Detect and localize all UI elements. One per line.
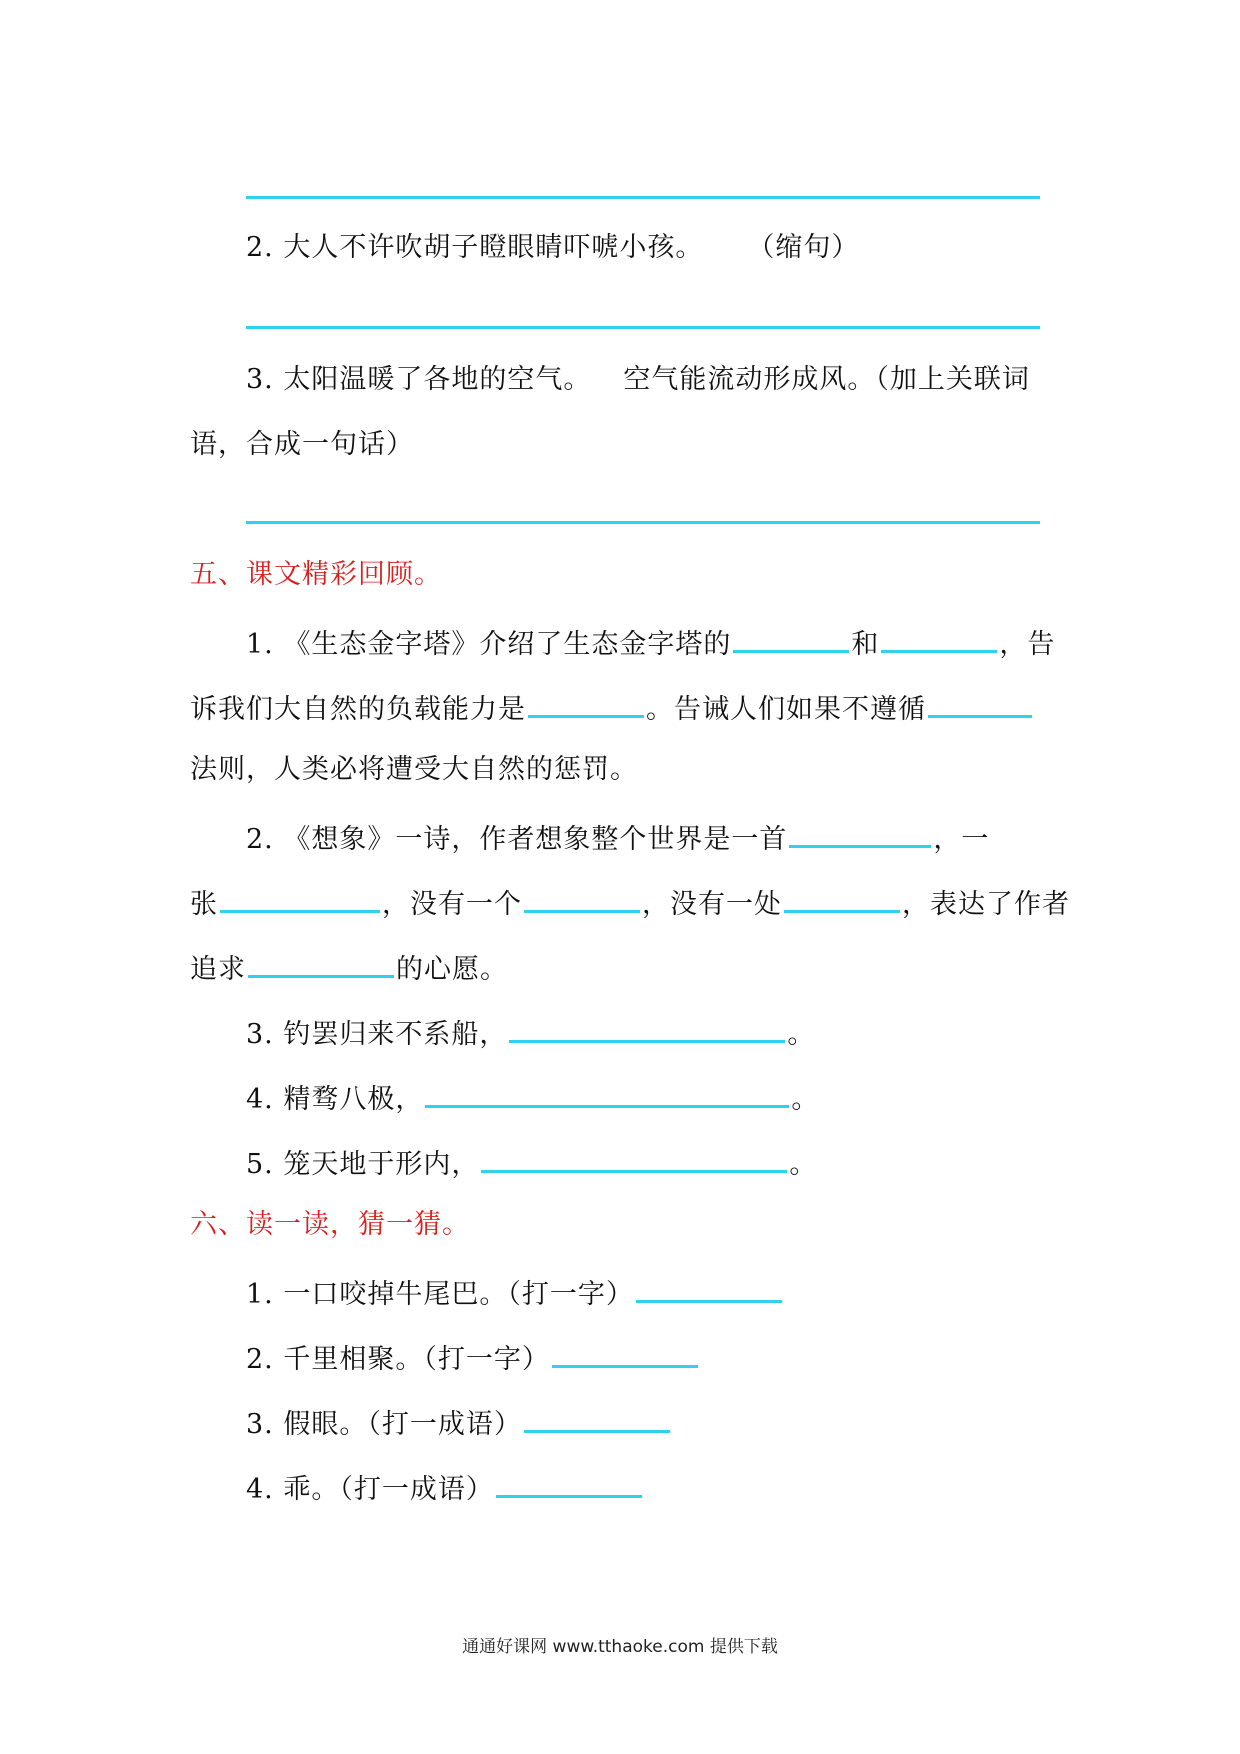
question-text: ，告 bbox=[999, 629, 1056, 660]
fill-blank[interactable] bbox=[784, 882, 900, 913]
question-text: 2. 《想象》一诗，作者想象整个世界是一首 bbox=[246, 824, 788, 855]
answer-line[interactable] bbox=[246, 326, 1040, 329]
fill-blank[interactable] bbox=[881, 622, 997, 653]
fill-blank[interactable] bbox=[248, 947, 394, 978]
question-text: 5. 笼天地于形内， bbox=[246, 1149, 480, 1180]
page-footer: 通通好课网 www.tthaoke.com 提供下载 bbox=[462, 1637, 778, 1657]
question-text: 的心愿。 bbox=[396, 954, 508, 985]
fill-blank[interactable] bbox=[524, 1402, 670, 1433]
answer-line[interactable] bbox=[246, 196, 1040, 199]
question-text-continued: 法则，人类必将遭受大自然的惩罚。 bbox=[190, 754, 638, 785]
section-heading: 六、读一读，猜一猜。 bbox=[190, 1209, 470, 1240]
fill-blank[interactable] bbox=[509, 1012, 785, 1043]
question-text: 2. 大人不许吹胡子瞪眼睛吓唬小孩。 bbox=[246, 232, 704, 263]
fill-blank[interactable] bbox=[496, 1467, 642, 1498]
question-text: 空气能流动形成风。（加上关联词 bbox=[623, 364, 1030, 395]
question-text: 和 bbox=[851, 629, 880, 660]
fill-blank[interactable] bbox=[524, 882, 640, 913]
question-text-continued: 语，合成一句话） bbox=[190, 429, 414, 460]
fill-blank[interactable] bbox=[528, 687, 644, 718]
question-text: 。 bbox=[789, 1149, 818, 1180]
question-item bbox=[246, 817, 989, 858]
question-text: 。 bbox=[791, 1084, 820, 1115]
instruction-hint: （缩句） bbox=[747, 232, 860, 263]
question-item bbox=[246, 1077, 819, 1118]
riddle-item bbox=[246, 1272, 784, 1313]
fill-blank[interactable] bbox=[481, 1142, 787, 1173]
question-item bbox=[246, 362, 1030, 398]
fill-blank[interactable] bbox=[425, 1077, 789, 1108]
fill-blank[interactable] bbox=[552, 1337, 698, 1368]
riddle-item bbox=[246, 1337, 700, 1378]
question-text: 追求 bbox=[190, 954, 246, 985]
question-text: ，表达了作者 bbox=[902, 889, 1070, 920]
fill-blank[interactable] bbox=[789, 817, 931, 848]
question-text: 1. 《生态金字塔》介绍了生态金字塔的 bbox=[246, 629, 732, 660]
section-heading: 五、课文精彩回顾。 bbox=[190, 559, 442, 590]
question-item-line bbox=[190, 687, 1034, 728]
riddle-item bbox=[246, 1467, 644, 1508]
question-item bbox=[246, 1012, 815, 1053]
fill-blank[interactable] bbox=[636, 1272, 782, 1303]
riddle-text: 1. 一口咬掉牛尾巴。（打一字） bbox=[246, 1279, 634, 1310]
riddle-text: 3. 假眼。（打一成语） bbox=[246, 1409, 522, 1440]
answer-line[interactable] bbox=[246, 521, 1040, 524]
question-item bbox=[246, 1142, 817, 1183]
fill-blank[interactable] bbox=[928, 687, 1032, 718]
fill-blank[interactable] bbox=[733, 622, 849, 653]
question-item-line bbox=[190, 882, 1070, 923]
question-item-line bbox=[190, 947, 508, 988]
question-text: 张 bbox=[190, 889, 218, 920]
question-text: 诉我们大自然的负载能力是 bbox=[190, 694, 526, 725]
question-text: 3. 钓罢归来不系船， bbox=[246, 1019, 508, 1050]
question-text: 3. 太阳温暖了各地的空气。 bbox=[246, 364, 592, 395]
riddle-text: 2. 千里相聚。（打一字） bbox=[246, 1344, 550, 1375]
fill-blank[interactable] bbox=[220, 882, 380, 913]
question-item bbox=[246, 622, 1055, 663]
riddle-item bbox=[246, 1402, 672, 1443]
question-text: ，没有一处 bbox=[642, 889, 782, 920]
riddle-text: 4. 乖。（打一成语） bbox=[246, 1474, 494, 1505]
question-text: 。告诫人们如果不遵循 bbox=[646, 694, 926, 725]
question-text: ，一 bbox=[933, 824, 990, 855]
question-text: ，没有一个 bbox=[382, 889, 522, 920]
question-item bbox=[246, 230, 859, 266]
question-text: 。 bbox=[787, 1019, 816, 1050]
question-text: 4. 精骛八极， bbox=[246, 1084, 424, 1115]
